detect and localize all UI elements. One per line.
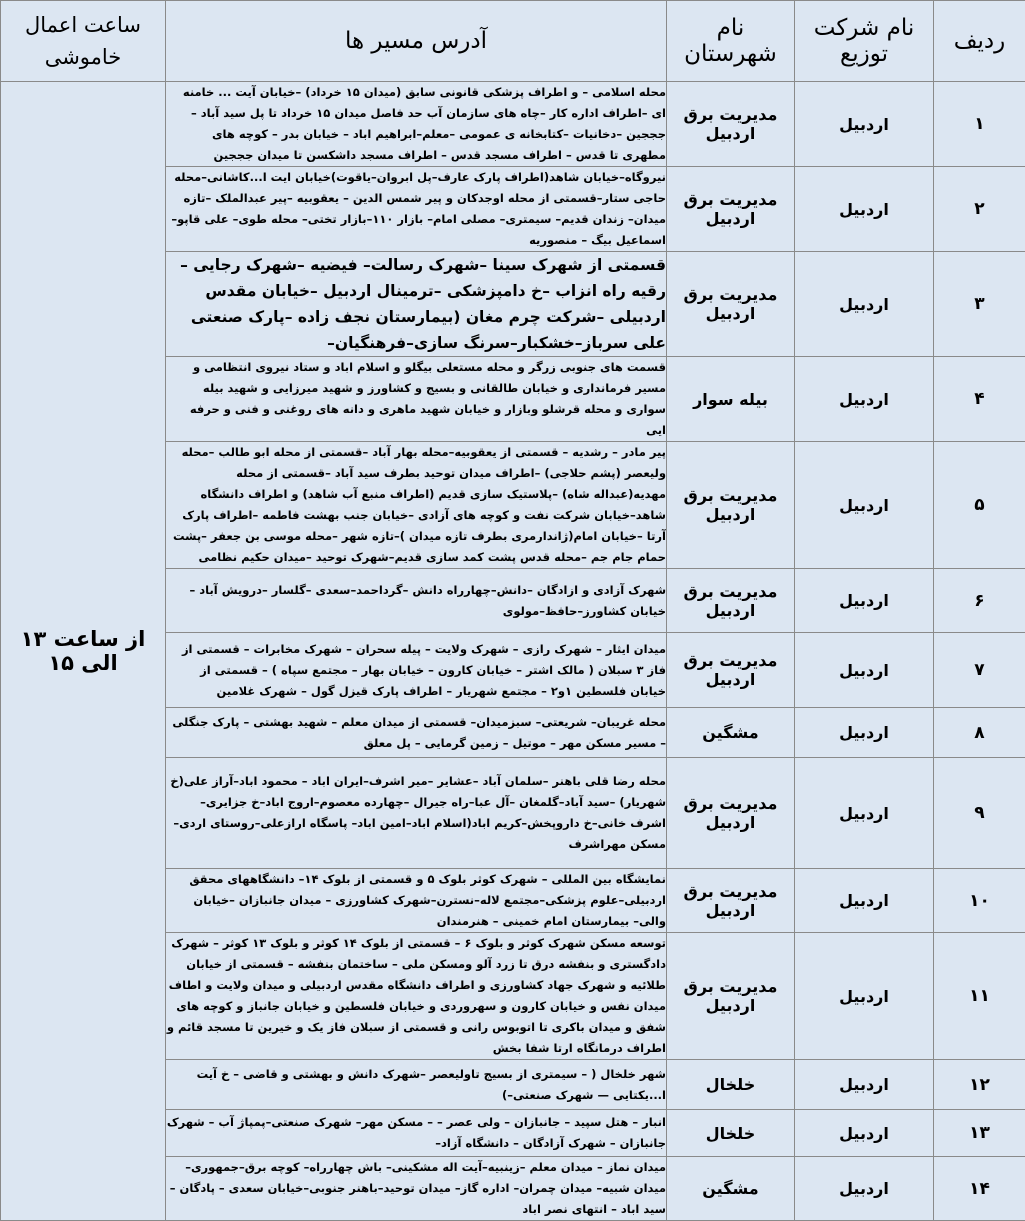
- row-address: انبار – هتل سپید – جانبازان – ولی عصر – – مسکن مهر– شهرک صنعتی–پمپاژ آب – شهرک جانبازان – شهرک آزادگان – دانشگاه آزاد–: [166, 1110, 667, 1157]
- row-city: مدیریت برق اردبیل: [667, 442, 795, 569]
- header-row: [1, 1, 1025, 82]
- header-outage-time: [1, 1, 166, 82]
- row-address: پیر مادر – رشدیه – قسمتی از یعقوبیه–محله بهار آباد –قسمتی از محله ابو طالب –محله ولیعصر (پشم حلاجی) –اطراف میدان توحید بطرف سید آباد –قسمتی از محله مهدیه(عبداله شاه) –پلاستیک سازی قدیم (اطراف منبع آب شاهد) و اطراف دانشگاه شاهد–خیابان شرکت نفت و کوچه های آزادی –خیابان جنب بهشت فاطمه –اطراف پارک آرتا –خیابان امام(ژاندارمری بطرف تازه میدان )–تازه شهر –محله موسی بن جعفر –پشت حمام جام جم –محله قدس پشت کمد سازی قدیم–شهرک توحید –میدان حکیم نظامی: [166, 442, 667, 569]
- row-city: مدیریت برق اردبیل: [667, 252, 795, 357]
- row-address: شهر خلخال ( – سیمتری از بسیج تاولیعصر –شهرک دانش و بهشتی و قاضی – خ آیت ا...یکتایی — شهرک صنعتی–): [166, 1060, 667, 1110]
- row-number: ۲: [934, 167, 1025, 252]
- row-number: ۱۱: [934, 933, 1025, 1060]
- row-number: ۳: [934, 252, 1025, 357]
- row-address: محله اسلامی – و اطراف پزشکی قانونی سابق (میدان ۱۵ خرداد) –خیابان آیت ... خامنه ای –اطراف اداره کار –چاه های سازمان آب حد فاصل میدان ۱۵ خرداد تا پل سید آباد – جججین –دخانیات –کتابخانه ی عمومی –معلم–ابراهیم اباد – خیابان بدر – کوچه های مطهری تا قدس – اطراف مسجد قدس – اطراف مسجد داشکسن تا میدان جججین: [166, 82, 667, 167]
- row-address: نمایشگاه بین المللی – شهرک کوثر بلوک ۵ و قسمتی از بلوک ۱۴– دانشگاههای محقق اردبیلی–علوم پزشکی–مجتمع لاله–نسترن–شهرک کشاورزی – میدان جانبازان –خیابان والی– بیمارستان امام خمینی – هنرمندان: [166, 869, 667, 933]
- row-company: اردبیل: [795, 1060, 934, 1110]
- row-company: اردبیل: [795, 1157, 934, 1221]
- row-address: نیروگاه–خیابان شاهد(اطراف پارک عارف–پل ابروان–یاقوت)خیابان ایت ا...کاشانی–محله حاجی ستار–قسمتی از محله اوجدکان و پیر شمس الدین – یعقوبیه –پیر عبدالملک –تازه میدان– زندان قدیم– سیمتری– مصلی امام– بازار ۱۱۰–بازار تختی– محله طوی– علی قاپو– اسماعیل بیگ – منصوریه: [166, 167, 667, 252]
- header-addresses: آدرس مسیر ها: [166, 1, 667, 82]
- row-company: اردبیل: [795, 569, 934, 633]
- row-number: ۱۲: [934, 1060, 1025, 1110]
- row-number: ۶: [934, 569, 1025, 633]
- row-number: ۱۳: [934, 1110, 1025, 1157]
- table-row: [1, 82, 1025, 167]
- row-city: مدیریت برق اردبیل: [667, 569, 795, 633]
- row-company: اردبیل: [795, 1110, 934, 1157]
- row-city: مشگین: [667, 1157, 795, 1221]
- row-city: مدیریت برق اردبیل: [667, 82, 795, 167]
- row-number: ۱: [934, 82, 1025, 167]
- row-city: مدیریت برق اردبیل: [667, 869, 795, 933]
- header-company: نام شرکت توزیع: [795, 1, 934, 82]
- row-city: خلخال: [667, 1110, 795, 1157]
- row-company: اردبیل: [795, 933, 934, 1060]
- header-row-number: ردیف: [934, 1, 1025, 82]
- row-city: مدیریت برق اردبیل: [667, 167, 795, 252]
- row-number: ۱۰: [934, 869, 1025, 933]
- row-number: ۵: [934, 442, 1025, 569]
- row-company: اردبیل: [795, 758, 934, 869]
- row-number: ۸: [934, 708, 1025, 758]
- row-number: ۹: [934, 758, 1025, 869]
- row-city: مدیریت برق اردبیل: [667, 933, 795, 1060]
- outage-time-value: از ساعت ۱۳ الی ۱۵: [1, 82, 166, 1221]
- row-company: اردبیل: [795, 869, 934, 933]
- header-time-line1: ساعت اعمال: [1, 9, 165, 41]
- header-time-line2: خاموشی: [1, 41, 165, 73]
- row-company: اردبیل: [795, 167, 934, 252]
- row-city: مدیریت برق اردبیل: [667, 633, 795, 708]
- row-address: قسمتی از شهرک سینا –شهرک رسالت– فیضیه –شهرک رجایی –رقیه راه انزاب –خ دامپزشکی –ترمینال اردبیل –خیابان مقدس اردبیلی –شرکت چرم مغان (بیمارستان نجف زاده –پارک صنعتی علی سرباز–خشکبار–سرنگ سازی–فرهنگیان–: [166, 252, 667, 357]
- row-company: اردبیل: [795, 442, 934, 569]
- row-city: بیله سوار: [667, 357, 795, 442]
- row-company: اردبیل: [795, 252, 934, 357]
- row-city: خلخال: [667, 1060, 795, 1110]
- row-address: میدان ایثار – شهرک رازی – شهرک ولایت – پیله سحران – شهرک مخابرات – قسمتی از فاز ۳ سبلان ( مالک اشتر – خیابان کارون – خیابان بهار – مجتمع سپاه ) – قسمتی از خیابان فلسطین ۱و۲ – مجتمع شهریار – اطراف پارک قیزل گول – شهرک غلامین: [166, 633, 667, 708]
- row-number: ۴: [934, 357, 1025, 442]
- row-address: میدان نماز – میدان معلم –زینبیه–آیت اله مشکینی– باش چهارراه– کوچه برق–جمهوری– میدان شبیه– میدان چمران– اداره گاز– میدان توحید–باهنر جنوبی–خیابان سعدی – پادگان – سید اباد – انتهای نصر اباد: [166, 1157, 667, 1221]
- row-company: اردبیل: [795, 708, 934, 758]
- row-address: محله رضا قلی باهنر –سلمان آباد –عشایر –میر اشرف–ایران اباد – محمود اباد–آراز علی(خ شهریار) –سید آباد–گلمغان –آل عبا–راه جیرال –چهارده معصوم–اروج اباد–خ جزایری– اشرف خانی–خ داروپخش–کریم اباد(اسلام اباد–امین اباد– پاسگاه ارازعلی–روستای اردی–مسکن مهراشرف: [166, 758, 667, 869]
- row-address: قسمت های جنوبی زرگر و محله مستعلی بیگلو و اسلام اباد و ستاد نیروی انتظامی و مسیر فرمانداری و خیابان طالقانی و بسیج و کشاورز و شهید میرزایی و شهید بیله سواری و محله قرشلو وبازار و خیابان شهید ماهری و دانه های روغنی و فنی و حرفه ایی: [166, 357, 667, 442]
- row-number: ۷: [934, 633, 1025, 708]
- row-company: اردبیل: [795, 82, 934, 167]
- row-address: شهرک آزادی و ازادگان –دانش–چهارراه دانش –گرداحمد–سعدی –گلسار –درویش آباد –خیابان کشاورز–حافظ–مولوی: [166, 569, 667, 633]
- row-city: مدیریت برق اردبیل: [667, 758, 795, 869]
- header-city: نام شهرستان: [667, 1, 795, 82]
- row-company: اردبیل: [795, 357, 934, 442]
- row-company: اردبیل: [795, 633, 934, 708]
- row-address: محله غریبان– شریعتی– سبزمیدان– قسمتی از میدان معلم – شهید بهشتی – پارک جنگلی – مسیر مسکن مهر – موتیل – زمین گرمایی – پل معلق: [166, 708, 667, 758]
- row-number: ۱۴: [934, 1157, 1025, 1221]
- row-address: توسعه مسکن شهرک کوثر و بلوک ۶ – قسمتی از بلوک ۱۴ کوثر و بلوک ۱۳ کوثر – شهرک دادگستری و بنفشه درق تا زرد آلو ومسکن ملی – ساختمان بنفشه – قسمتی از خیابان طلائیه و شهرک جهاد کشاورزی و اطراف دانشگاه مقدس اردبیلی و میدان ولایت و اطاف میدان نفس و خیابان کارون و سهروردی و خیابان فلسطین و خیابان جانباز و کوچه های شفق و میدان باکری تا اتوبوس رانی و قسمتی از سبلان فاز یک و خیرین تا مسجد قائم و اطراف درمانگاه ارتا شفا بخش: [166, 933, 667, 1060]
- row-city: مشگین: [667, 708, 795, 758]
